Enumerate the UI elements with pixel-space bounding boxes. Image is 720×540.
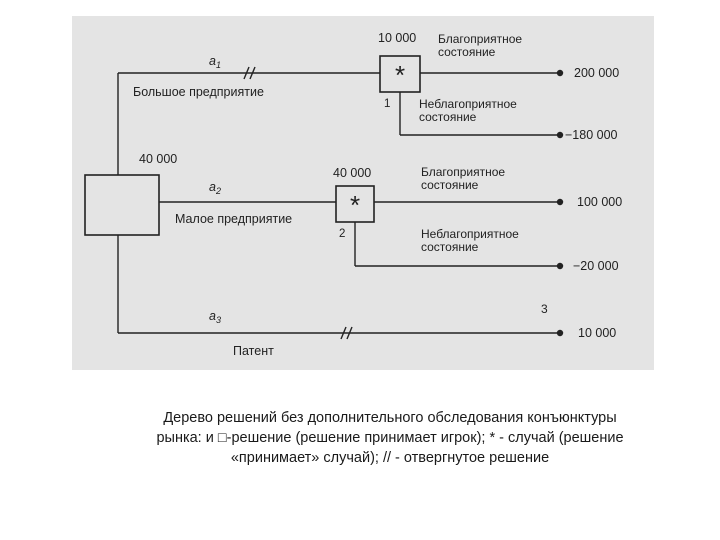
outcome-value-2: −180 000 — [565, 128, 618, 142]
decision-tree-scan — [72, 16, 654, 370]
action-label-a3: $a_3$ — [209, 309, 221, 325]
caption-line-3: «принимает» случай); // - отвергнутое решение — [230, 450, 550, 466]
chance-symbol-1: * — [394, 60, 406, 90]
outcome-dot-4 — [557, 263, 563, 269]
chance-node-1-number: 1 — [384, 98, 391, 110]
branch-label-patent: Патент — [233, 344, 274, 358]
chance-node-2-number: 2 — [339, 228, 346, 240]
state-favorable-1: Благоприятное состояние — [438, 32, 523, 59]
state-favorable-2: Благоприятное состояние — [421, 165, 506, 192]
state-unfavorable-1: Неблагоприятное состояние — [419, 97, 517, 124]
state-unfavorable-2: Неблагоприятное состояние — [421, 227, 519, 254]
chance-node-1-value: 10 000 — [378, 31, 417, 45]
root-value: 40 000 — [139, 152, 178, 166]
branch-label-small: Малое предприятие — [175, 212, 293, 226]
outcome-value-3: 100 000 — [577, 195, 623, 209]
outcome-value-1: 200 000 — [574, 66, 620, 80]
outcome-value-4: −20 000 — [573, 259, 619, 273]
outcome-dot-5 — [557, 330, 563, 336]
outcome-dot-2 — [557, 132, 563, 138]
outcome-value-5: 10 000 — [578, 326, 617, 340]
branch-label-large: Большое предприятие — [133, 85, 264, 99]
chance-symbol-2: * — [349, 190, 361, 220]
outcome-dot-3 — [557, 199, 563, 205]
chance-node-2-value: 40 000 — [333, 166, 372, 180]
caption-line-1: Дерево решений без дополнительного обследования конъюнктуры — [163, 410, 617, 426]
caption-line-2: рынка: и □-решение (решение принимает игрок); * - случай (решение — [156, 430, 624, 446]
action-label-a2: $a_2$ — [209, 180, 221, 196]
figure-caption — [110, 408, 670, 468]
outcome-dot-1 — [557, 70, 563, 76]
terminal-number-3: 3 — [541, 302, 548, 316]
action-label-a1: $a_1$ — [209, 54, 221, 70]
